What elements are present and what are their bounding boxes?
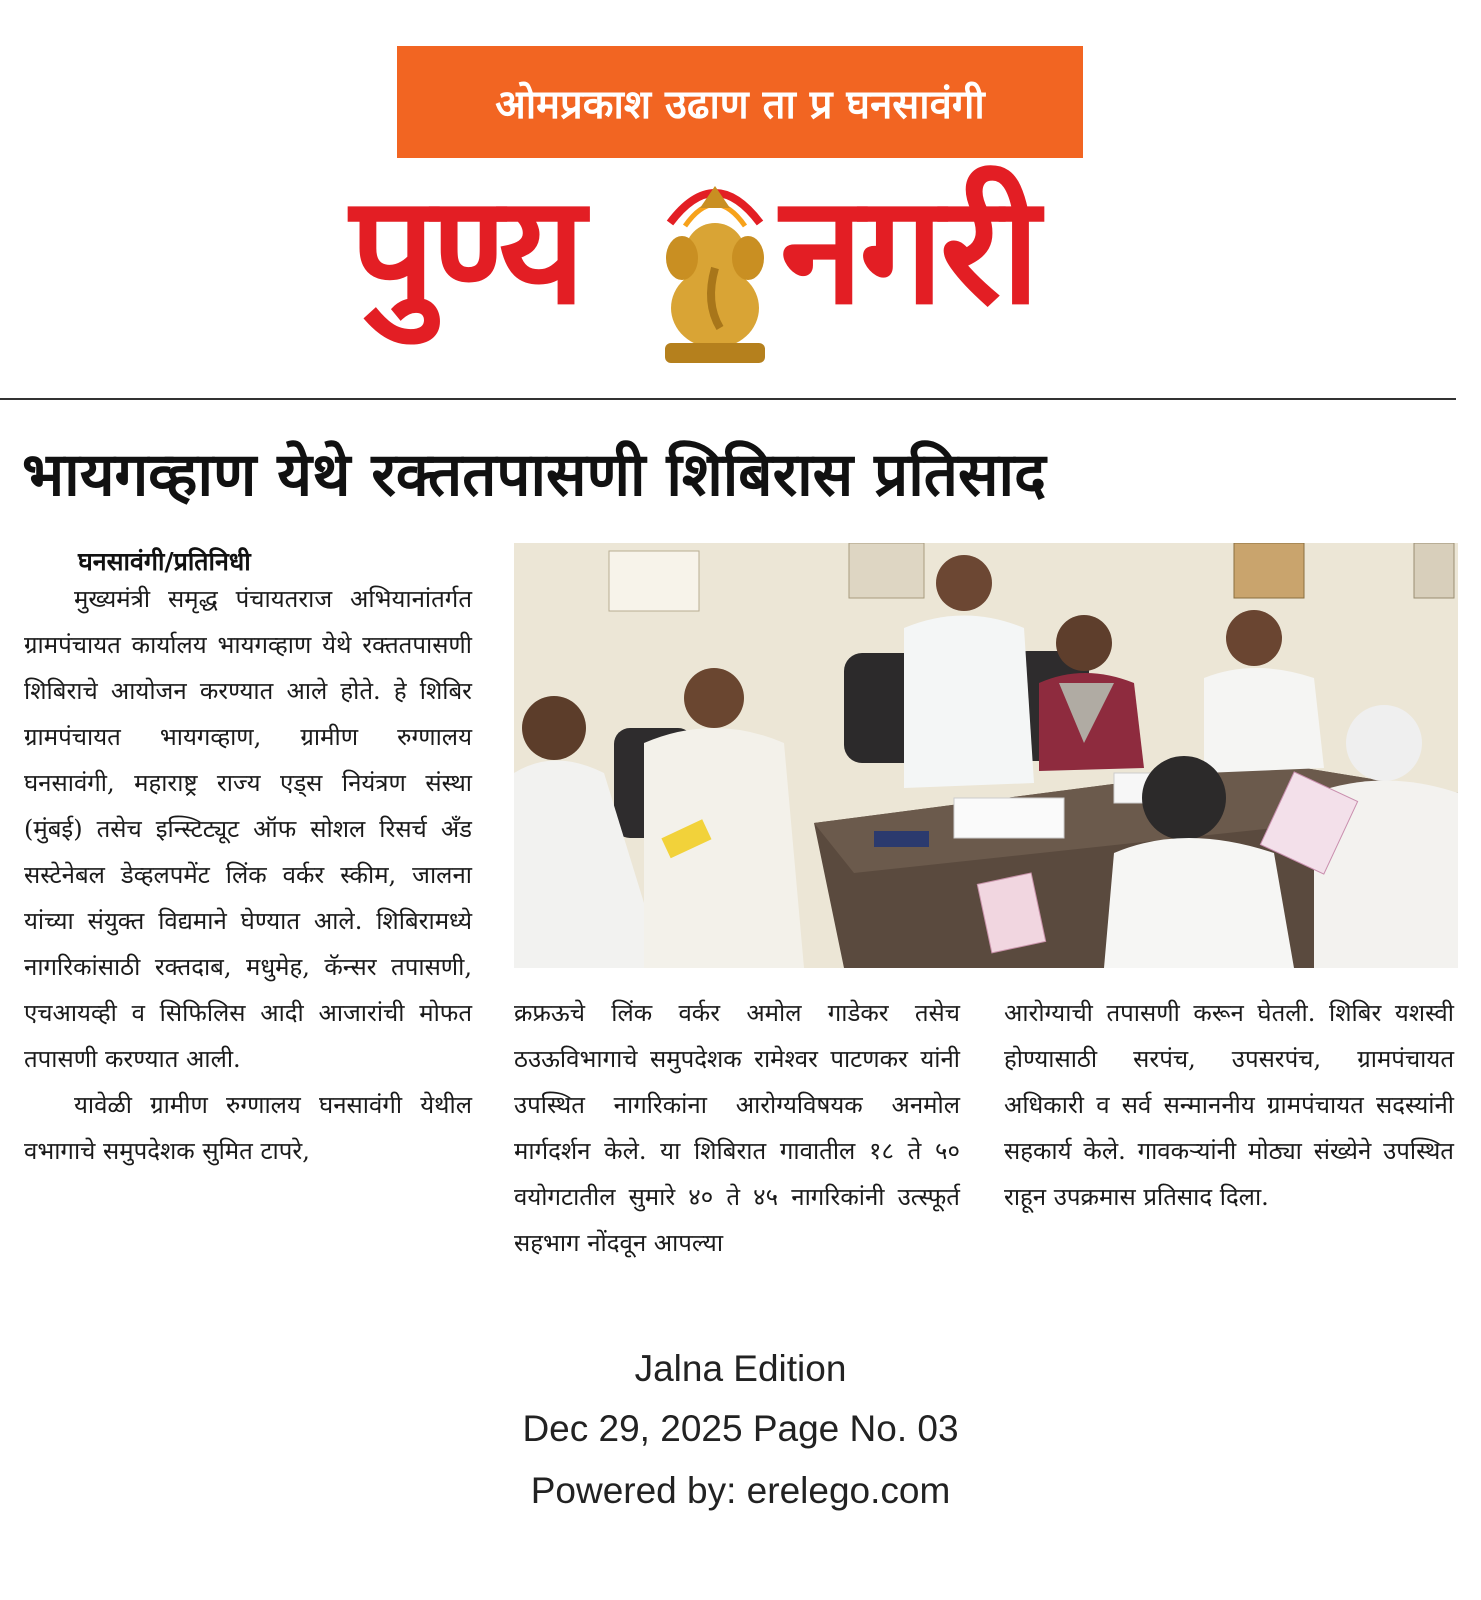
ganesha-idol-icon [650,168,780,368]
article-column-2 [514,990,960,1266]
article-paragraph: आरोग्याची तपासणी करून घेतली. शिबिर यशस्वी होण्यासाठी सरपंच, उपसरपंच, ग्रामपंचायत अधिकारी व सर्व सन्माननीय ग्रामपंचायत सदस्यांनी सहकार्य केले. गावकऱ्यांनी मोठ्या संख्येने उपस्थित राहून उपक्रमास प्रतिसाद दिला. [1004,999,1454,1211]
masthead-right-word: नगरी [780,164,1036,338]
article-paragraph: क्रफ्रऊचे लिंक वर्कर अमोल गाडेकर तसेच ठउऊविभागाचे समुपदेशक रामेश्वर पाटणकर यांनी उपस्थित नागरिकांना आरोग्यविषयक अनमोल मार्गदर्शन केले. या शिबिरात गावातील १८ ते ५० वयोगटातील सुमारे ४० ते ४५ नागरिकांनी उत्स्फूर्त सहभाग नोंदवून आपल्या [514,999,960,1257]
powered-by-label: Powered by: erelego.com [530,1470,951,1511]
masthead-divider [0,398,1456,400]
edition-label: Jalna Edition [634,1348,847,1389]
article-paragraph: मुख्यमंत्री समृद्ध पंचायतराज अभियानांतर्गत ग्रामपंचायत कार्यालय भायगव्हाण येथे रक्ततपासणी शिबिराचे आयोजन करण्यात आले होते. हे शिबिर ग्रामपंचायत भायगव्हाण, ग्रामीण रुग्णालय घनसावंगी, महाराष्ट्र राज्य एड्स नियंत्रण संस्था (मुंबई) तसेच इन्स्टिट्यूट ऑफ सोशल रिसर्च अँड सस्टेनेबल डेव्हलपमेंट लिंक वर्कर स्कीम, जालना यांच्या संयुक्त विद्यमाने घेण्यात आले. शिबिरामध्ये नागरिकांसाठी रक्तदाब, मधुमेह, कॅन्सर तपासणी, एचआयव्ही व सिफिलिस आदी आजारांची मोफत तपासणी करण्यात आली. [24,585,472,1073]
article-dateline: घनसावंगी/प्रतिनिधी [78,547,251,576]
article-column-1 [24,576,472,1174]
article-photo [514,543,1458,968]
reporter-banner: ओमप्रकाश उढाण ता प्र घनसावंगी [397,46,1083,158]
article-paragraph: यावेळी ग्रामीण रुग्णालय घनसावंगी येथील वभागाचे समुपदेशक सुमित टापरे, [24,1091,472,1165]
date-page-label: Dec 29, 2025 Page No. 03 [522,1408,959,1449]
masthead-left-word: पुण्य [350,164,582,338]
article-column-3 [1004,990,1454,1220]
newspaper-masthead [350,164,1190,386]
article-headline: भायगव्हाण येथे रक्ततपासणी शिबिरास प्रतिसाद [22,440,1046,510]
